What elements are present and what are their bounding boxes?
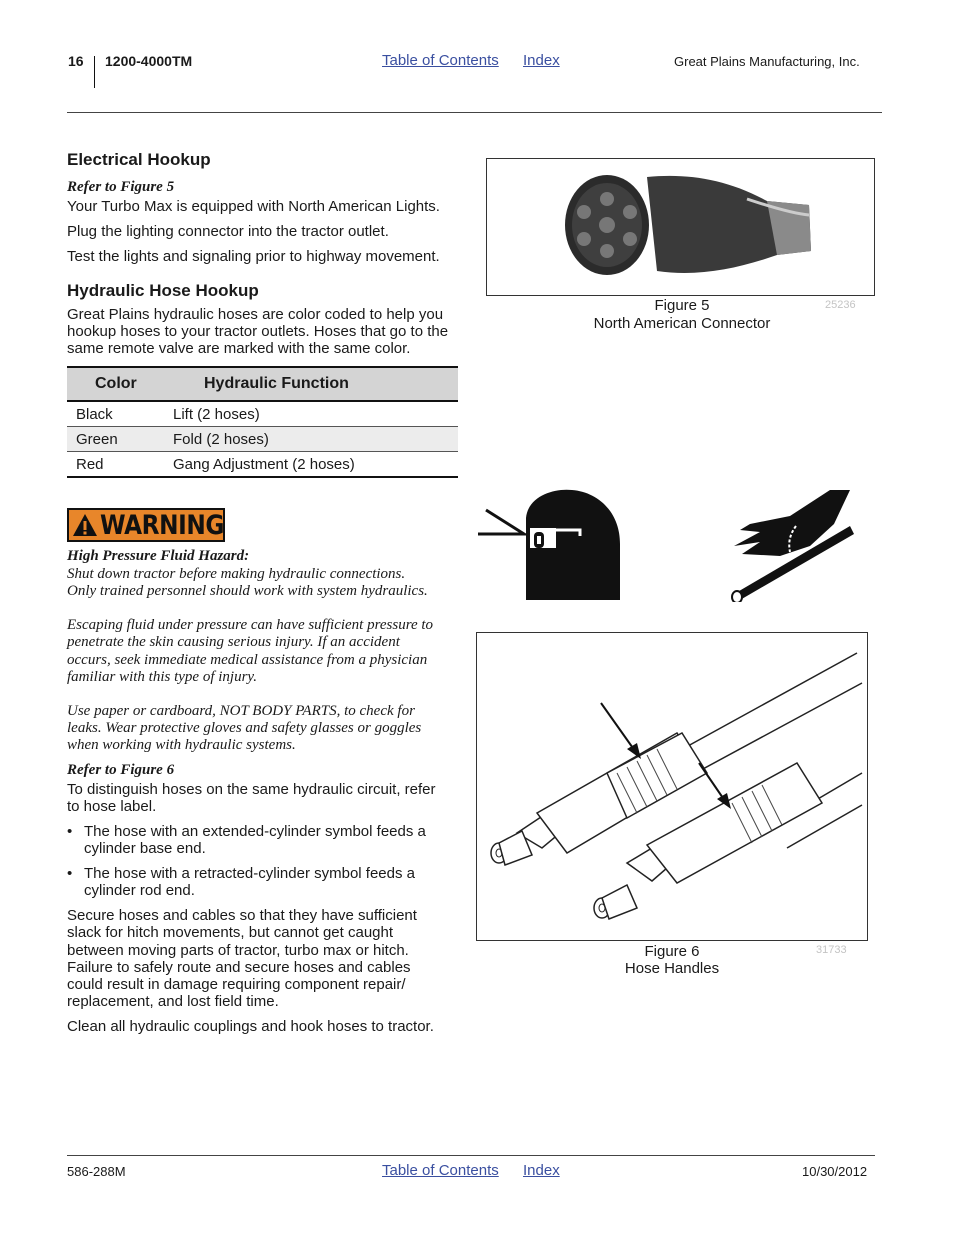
connector-illustration bbox=[487, 159, 874, 295]
figure-5-image bbox=[486, 158, 875, 296]
header-divider bbox=[94, 56, 95, 88]
toc-link[interactable]: Table of Contents bbox=[382, 52, 499, 69]
hydraulic-intro-1: Great Plains hydraulic hoses are color coded to help you bbox=[67, 306, 444, 323]
table-row bbox=[67, 452, 458, 478]
warning-title: High Pressure Fluid Hazard: bbox=[67, 548, 250, 564]
electrical-p2: Plug the lighting connector into the tractor outlet. bbox=[67, 223, 389, 240]
row-function: Lift (2 hoses) bbox=[164, 401, 458, 427]
footer-toc-link[interactable]: Table of Contents bbox=[382, 1162, 499, 1179]
hoses-p2-5: could result in damage requiring component repair/ bbox=[67, 976, 406, 993]
electrical-ref: Refer to Figure 5 bbox=[67, 179, 175, 195]
list-item: • The hose with a retracted-cylinder symbol feeds a cylinder rod end. bbox=[67, 865, 457, 899]
electrical-heading: Electrical Hookup bbox=[67, 150, 211, 169]
hoses-ref: Refer to Figure 6 bbox=[67, 762, 175, 778]
hoses-p2-3: between moving parts of tractor, turbo max or hitch. bbox=[67, 942, 409, 959]
figure-6-number: Figure 6 bbox=[644, 943, 700, 960]
footer-index-link[interactable]: Index bbox=[523, 1162, 560, 1179]
doc-code: 1200-4000TM bbox=[105, 53, 193, 69]
table-row bbox=[67, 427, 458, 452]
warning-p3-3: when working with hydraulic systems. bbox=[67, 737, 296, 753]
warning-label: WARNING bbox=[100, 509, 224, 541]
figure-5-number: Figure 5 bbox=[654, 297, 710, 314]
page-number: 16 bbox=[68, 53, 84, 69]
col-header-color: Color bbox=[67, 367, 164, 401]
col-header-function: Hydraulic Function bbox=[164, 367, 458, 401]
figure-6-id: 31733 bbox=[816, 944, 847, 956]
warning-p2-3: occurs, seek immediate medical assistance from a physician bbox=[67, 652, 428, 668]
warning-p1-1: Shut down tractor before making hydraulic connections. bbox=[67, 566, 406, 582]
figure-6-image bbox=[476, 632, 868, 941]
footer-date: 10/30/2012 bbox=[802, 1164, 868, 1179]
electrical-p3: Test the lights and signaling prior to highway movement. bbox=[67, 248, 440, 265]
warning-p1-2: Only trained personnel should work with system hydraulics. bbox=[67, 583, 428, 599]
hand-injury-icon bbox=[730, 490, 854, 602]
footer-code: 586-288M bbox=[67, 1164, 126, 1179]
figure-5-caption: North American Connector bbox=[593, 315, 771, 332]
row-color: Red bbox=[67, 452, 164, 478]
hose-handles-illustration bbox=[477, 633, 867, 940]
hydraulic-heading: Hydraulic Hose Hookup bbox=[67, 281, 259, 300]
safety-goggles-icon bbox=[476, 488, 624, 600]
hoses-p1-1: To distinguish hoses on the same hydraulic circuit, refer bbox=[67, 781, 436, 798]
hoses-p3: Clean all hydraulic couplings and hook hoses to tractor. bbox=[67, 1018, 434, 1035]
header-rule bbox=[67, 112, 882, 113]
table-row bbox=[67, 401, 458, 427]
warning-badge bbox=[67, 508, 225, 542]
list-item: • The hose with an extended-cylinder symbol feeds a cylinder base end. bbox=[67, 823, 457, 857]
hoses-p2-2: slack for hitch movements, but cannot get caught bbox=[67, 924, 394, 941]
row-color: Green bbox=[67, 427, 164, 452]
hydraulic-table bbox=[67, 366, 458, 478]
electrical-p1: Your Turbo Max is equipped with North American Lights. bbox=[67, 198, 440, 215]
hoses-p1-2: to hose label. bbox=[67, 798, 157, 815]
row-function: Gang Adjustment (2 hoses) bbox=[164, 452, 458, 478]
hose-bullet-list bbox=[67, 823, 457, 907]
warning-triangle-icon bbox=[72, 513, 98, 537]
warning-p3-2: leaks. Wear protective gloves and safety glasses or goggles bbox=[67, 720, 422, 736]
hoses-p2-6: replacement, and lost field time. bbox=[67, 993, 279, 1010]
row-color: Black bbox=[67, 401, 164, 427]
index-link[interactable]: Index bbox=[523, 52, 560, 69]
warning-p2-1: Escaping fluid under pressure can have sufficient pressure to bbox=[67, 617, 434, 633]
warning-p2-2: penetrate the skin causing serious injury. If an accident bbox=[67, 634, 400, 650]
figure-6-caption: Hose Handles bbox=[624, 960, 720, 977]
row-function: Fold (2 hoses) bbox=[164, 427, 458, 452]
warning-p2-4: familiar with this type of injury. bbox=[67, 669, 258, 685]
footer-rule bbox=[67, 1155, 875, 1156]
hoses-p2-1: Secure hoses and cables so that they have sufficient bbox=[67, 907, 417, 924]
hydraulic-intro-2: hookup hoses to your tractor outlets. Hoses that go to the bbox=[67, 323, 449, 340]
company-name: Great Plains Manufacturing, Inc. bbox=[674, 54, 860, 69]
warning-p3-1: Use paper or cardboard, NOT BODY PARTS, to check for bbox=[67, 703, 415, 719]
hydraulic-intro-3: same remote valve are marked with the same color. bbox=[67, 340, 411, 357]
figure-5-id: 25236 bbox=[825, 299, 856, 311]
hoses-p2-4: Failure to safely route and secure hoses and cables bbox=[67, 959, 411, 976]
